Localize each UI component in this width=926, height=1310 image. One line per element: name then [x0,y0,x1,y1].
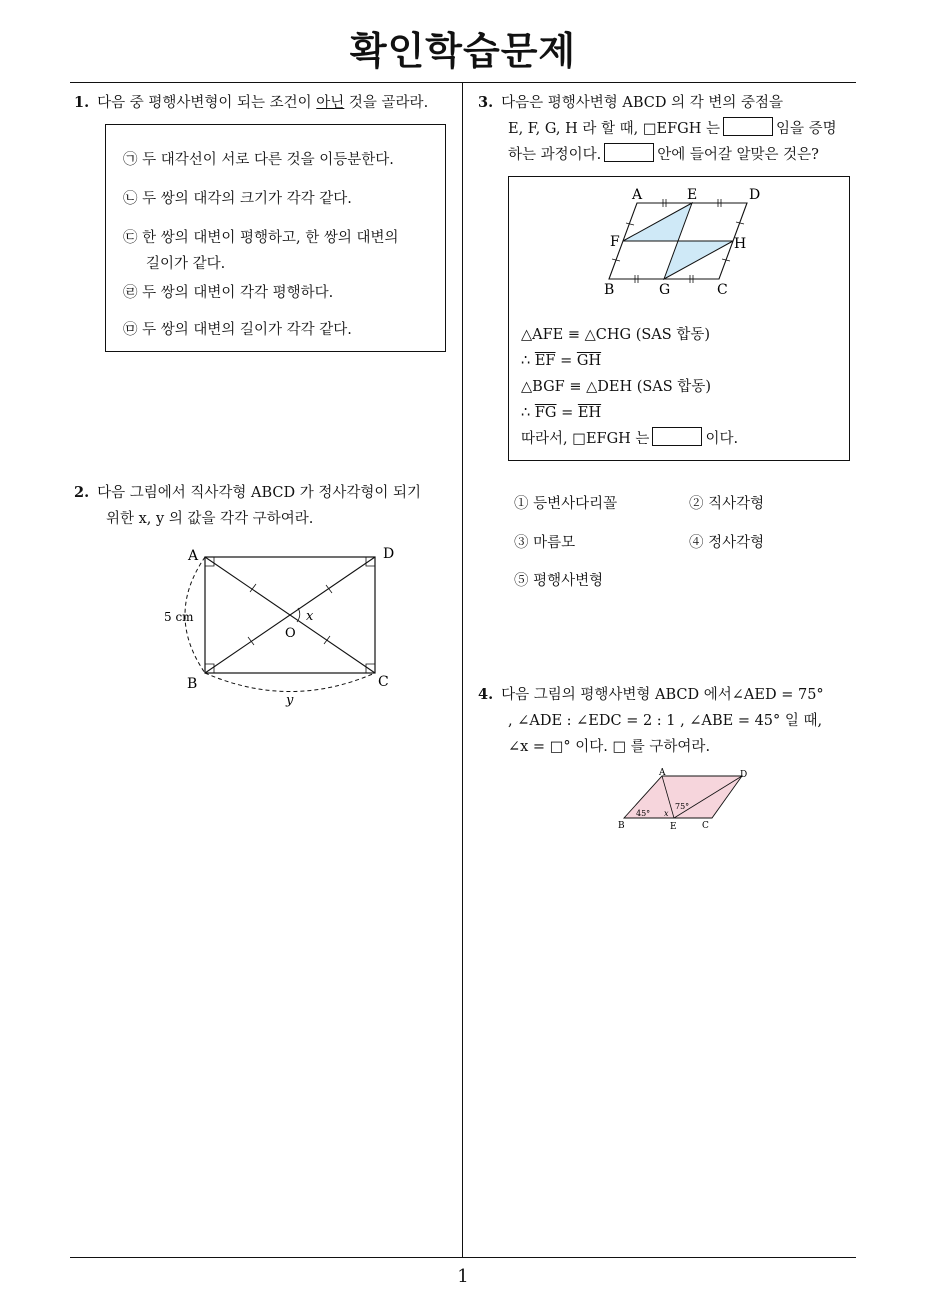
svg-text:A: A [632,187,643,203]
label-o: O [285,626,296,641]
q3-number: 3. [478,94,494,111]
q1-number: 1. [74,94,90,111]
label-d: D [383,546,395,562]
q3-proof-line-4: ∴ $\overline{FG} = \overline{EH}$ [521,405,602,421]
q2-stem: 2. 다음 그림에서 직사각형 ABCD 가 정사각형이 되기 위한 x, y 의 값을 각각 구하여라. [74,484,422,527]
label-c: C [378,674,389,690]
svg-text:E: E [670,822,677,832]
q3-answer-blank-1 [723,117,773,136]
svg-text:H: H [734,236,747,252]
svg-text:C: C [702,821,709,831]
svg-text:C: C [717,282,728,298]
q1-choice-3: ㉢ 한 쌍의 대변이 평행하고, 한 쌍의 대변의 [123,230,399,246]
q3-proof-blank [652,427,702,446]
q1-stem: 1. 다음 중 평행사변형이 되는 조건이 아닌 것을 골라라. [74,94,429,111]
column-divider [462,83,463,1258]
side-bc-arc [205,673,375,692]
label-b: B [187,676,198,692]
top-rule [70,82,856,83]
q4-stem: 4. 다음 그림의 평행사변형 ABCD 에서∠AED = 75° , ∠ADE : ∠EDC = 2 : 1 , ∠ABE = 45° 일 때, ∠x = □° 이다. □ 를 구하여라. [478,686,824,755]
q2-figure [150,540,410,710]
page-number: 1 [457,1266,469,1287]
svg-text:G: G [659,282,671,298]
page-title: 확인학습문제 [349,29,577,73]
label-x: x [306,609,314,624]
label-a: A [188,548,199,564]
label-5cm: 5 cm [164,610,194,624]
svg-text:F: F [610,234,620,250]
bottom-rule [70,1257,856,1258]
q3-proof-box [508,176,850,461]
svg-text:B: B [604,282,615,298]
q1-choice-1: ㉠ 두 대각선이 서로 다른 것을 이등분한다. [123,152,394,168]
svg-text:E: E [687,187,698,203]
q3-option-1[interactable]: ① 등변사다리꼴 [514,496,618,512]
q1-choice-5: ㉤ 두 쌍의 대변의 길이가 각각 같다. [123,322,352,338]
q3-stem: 3. 다음은 평행사변형 ABCD 의 각 변의 중점을 E, F, G, H 라 할 때, □EFGH 는 임을 증명 하는 과정이다. 안에 들어갈 알맞은 것은? [478,94,837,163]
q3-option-2[interactable]: ② 직사각형 [689,496,765,512]
svg-text:45°: 45° [636,809,651,818]
svg-text:75°: 75° [675,802,690,811]
q3-proof-line-3: △BGF ≡ △DEH (SAS 합동) [521,379,711,395]
q3-answer-blank-2 [604,143,654,162]
q1-choice-box [105,124,446,352]
q1-choice-2: ㉡ 두 쌍의 대각의 크기가 각각 같다. [123,191,352,207]
q4-figure [612,766,762,836]
label-y: y [286,693,294,708]
svg-text:A: A [659,768,666,778]
q4-number: 4. [478,686,494,703]
q2-number: 2. [74,484,90,501]
q3-proof-line-2: ∴ $\overline{EF} = \overline{GH}$ [521,353,602,369]
q3-figure [599,185,769,305]
svg-text:B: B [618,821,625,831]
q3-proof-line-5: 따라서, □EFGH 는 이다. [521,426,738,452]
quadrilateral-efgh [623,203,733,279]
svg-text:D: D [740,770,748,780]
q3-option-5[interactable]: ⑤ 평행사변형 [514,573,604,589]
q3-option-4[interactable]: ④ 정사각형 [689,535,765,551]
svg-text:D: D [749,187,761,203]
q3-option-3[interactable]: ③ 마름모 [514,535,576,551]
q1-choice-3-cont: 길이가 같다. [146,256,226,272]
svg-text:x: x [664,809,669,818]
q1-choice-4: ㉣ 두 쌍의 대변이 각각 평행하다. [123,285,334,301]
q3-proof-line-1: △AFE ≡ △CHG (SAS 합동) [521,327,710,343]
